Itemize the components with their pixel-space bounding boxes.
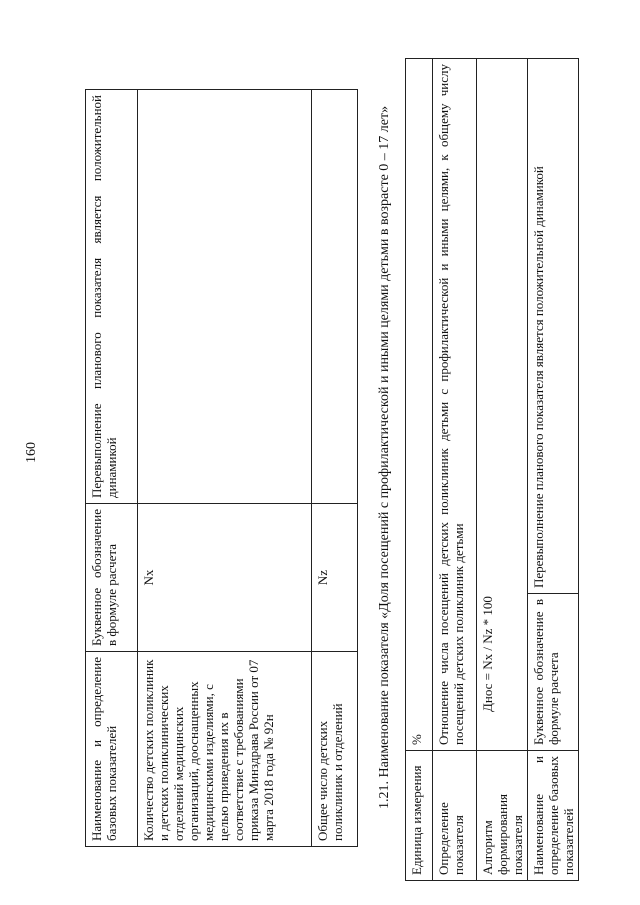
header-name-cell: Наименование и определение базовых показателей (528, 751, 579, 881)
definition-label-cell: Определение показателя (433, 751, 477, 881)
definition-row (433, 59, 477, 881)
indicator-symbol-cell: Nx (138, 504, 312, 652)
header-note-cell: Перевыполнение планового показателя является положительной динамикой (528, 59, 579, 594)
algorithm-row (477, 59, 528, 881)
indicator-symbol-cell: Nz (312, 504, 358, 652)
unit-value-cell: % (406, 59, 433, 751)
header-name-cell: Наименование и определение базовых показателей (86, 652, 138, 847)
table-row (312, 90, 358, 847)
table-header-row (86, 90, 138, 847)
base-indicators-table (85, 89, 358, 847)
indicator-name-cell: Общее число детских поликлиник и отделений (312, 652, 358, 847)
algorithm-label-cell: Алгоритм формирования показателя (477, 751, 528, 881)
table-header-row (528, 59, 579, 881)
definition-value-cell: Отношение числа посещений детских поликлиник детьми с профилактической и иными целями, к общему числу посещений детских поликлиник детьми (433, 59, 477, 751)
indicator-name-cell: Количество детских поликлиник и детских поликлинических отделений медицинских организаций, дооснащенных медицинскими изделиями, с целью приведения их в соответствие с требованиями приказа Минздрава России от 07 марта 2018 года № 92н (138, 652, 312, 847)
indicator-note-cell (312, 90, 358, 504)
table-row (138, 90, 312, 847)
header-symbol-cell: Буквенное обозначение в формуле расчета (528, 594, 579, 751)
unit-row (406, 59, 433, 881)
algorithm-formula-cell: Днос = Nx / Nz * 100 (477, 59, 528, 751)
section-heading: 1.21. Наименование показателя «Доля посещений с профилактической и иными целями детьми в возрасте 0 – 17 лет» (377, 105, 392, 809)
indicator-passport-table (405, 58, 579, 881)
page-number: 160 (24, 442, 39, 463)
header-note-cell: Перевыполнение планового показателя является положительной динамикой (86, 90, 138, 504)
unit-label-cell: Единица измерения (406, 751, 433, 881)
header-symbol-cell: Буквенное обозначение в формуле расчета (86, 504, 138, 652)
indicator-note-cell (138, 90, 312, 504)
